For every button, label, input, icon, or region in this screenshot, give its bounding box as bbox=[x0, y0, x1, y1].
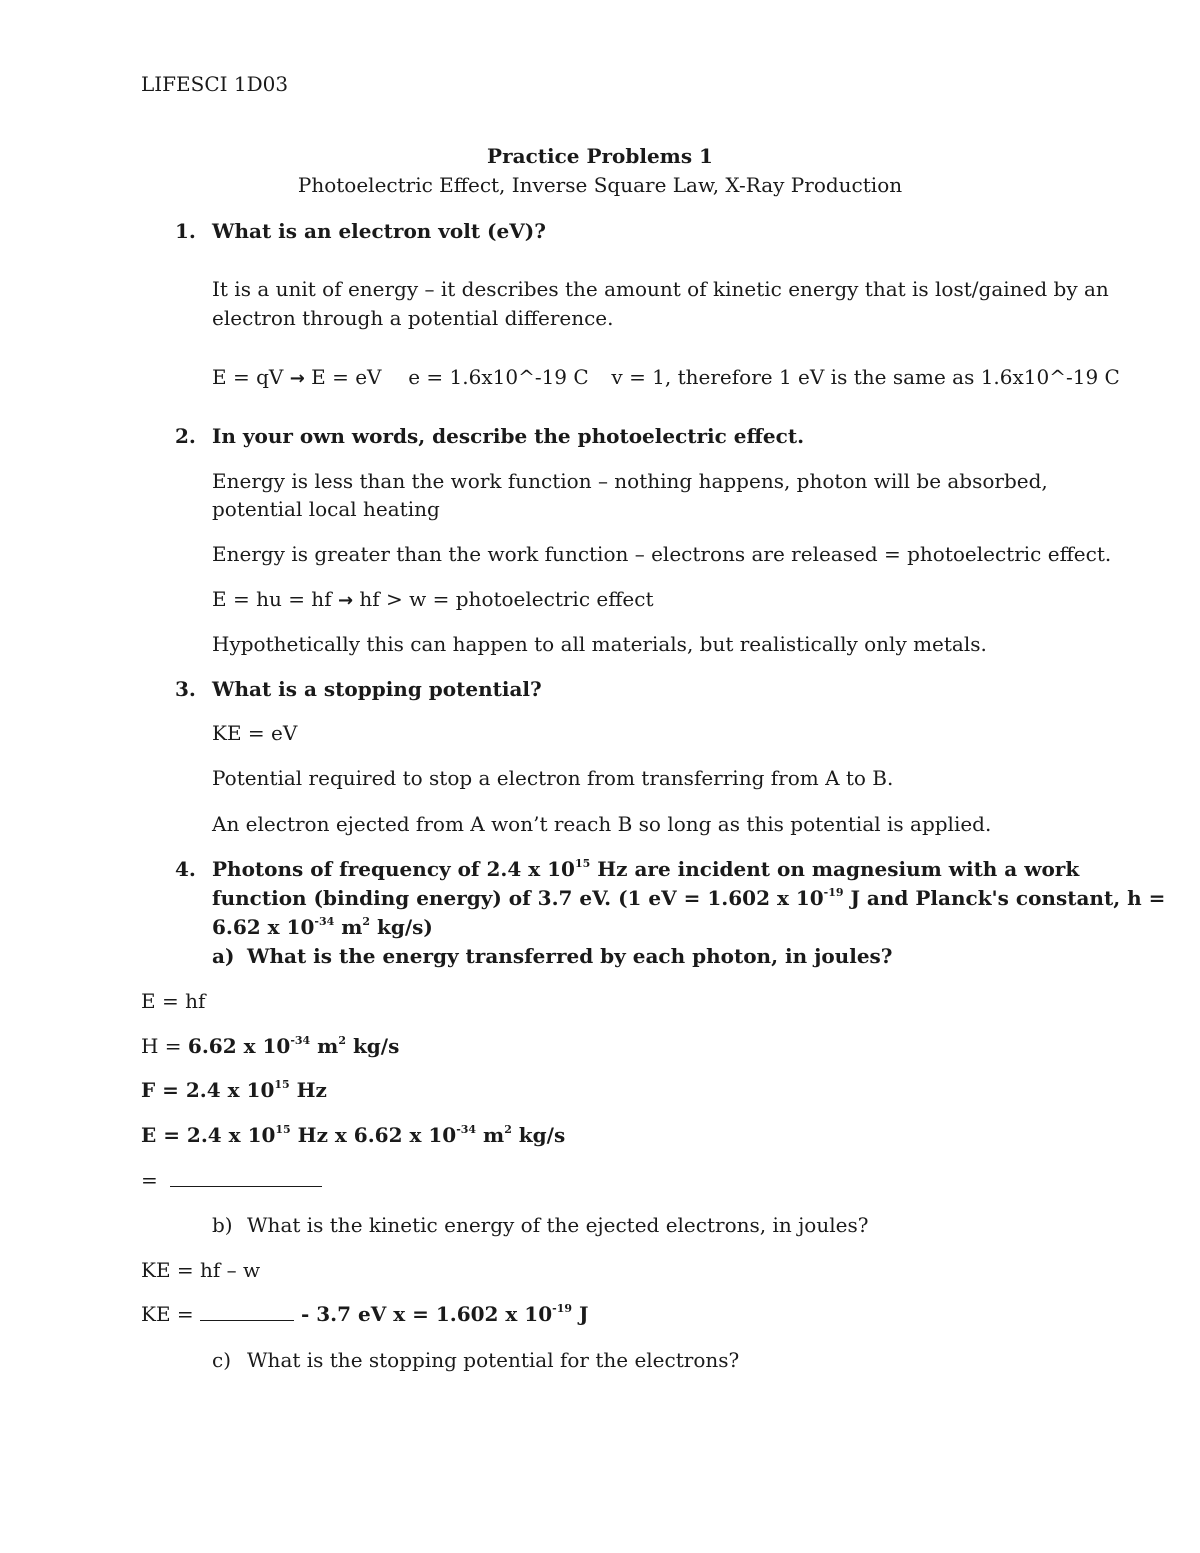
q1-eq-b: E = eV bbox=[311, 365, 382, 389]
q2-p3: Hypothetically this can happen to all materials, but realistically only metals. bbox=[212, 632, 987, 656]
q2-equation bbox=[212, 589, 654, 610]
q4b-question: What is the kinetic energy of the ejected electrons, in joules? bbox=[247, 1213, 869, 1237]
q3-p2: An electron ejected from A won’t reach B so long as this potential is applied. bbox=[212, 812, 992, 836]
q1-number: 1. bbox=[175, 219, 196, 243]
q4a-work-l5: = bbox=[141, 1170, 322, 1190]
q4b-work-l1: KE = hf – w bbox=[141, 1258, 261, 1282]
q4-line1: Photons of frequency of 2.4 x $10^{15}$ Hz are incident on magnesium with a work bbox=[212, 857, 1080, 881]
q3-number: 3. bbox=[175, 677, 196, 701]
q1-question: What is an electron volt (eV)? bbox=[212, 219, 546, 243]
q4b-label: b) bbox=[212, 1213, 233, 1237]
answer-blank bbox=[170, 1170, 322, 1187]
q2-number: 2. bbox=[175, 424, 196, 448]
answer-blank bbox=[200, 1304, 294, 1321]
q4a-work-l1: E = hf bbox=[141, 989, 206, 1013]
q4a-question: What is the energy transferred by each photon, in joules? bbox=[247, 944, 893, 968]
q4-number: 4. bbox=[175, 857, 196, 881]
q1-answer-line2: electron through a potential difference. bbox=[212, 306, 614, 330]
q1-equation bbox=[212, 367, 1120, 388]
q3-p1: Potential required to stop a electron from transferring from A to B. bbox=[212, 766, 894, 790]
q1-answer-line1: It is a unit of energy – it describes the amount of kinetic energy that is lost/gained by an bbox=[212, 277, 1109, 301]
q4a-work-l2: H = 6.62 x $10^{-34}$ $m^2$ kg/s bbox=[141, 1034, 400, 1058]
right-arrow-icon: → bbox=[289, 368, 305, 389]
q2-question: In your own words, describe the photoelectric effect. bbox=[212, 424, 805, 448]
q4a-work-l3: F = 2.4 x $10^{15}$ Hz bbox=[141, 1078, 327, 1102]
q4-line2: function (binding energy) of 3.7 eV. (1 eV = 1.602 x $10^{-19}$ J and Planck's constant, h = bbox=[212, 886, 1166, 910]
q4a-label: a) bbox=[212, 944, 235, 968]
q2-eq-a: E = hu = hf bbox=[212, 587, 332, 611]
q2-p2: Energy is greater than the work function – electrons are released = photoelectric effect. bbox=[212, 542, 1112, 566]
q1-eq-c: e = 1.6x10^-19 C bbox=[408, 365, 589, 389]
q3-question: What is a stopping potential? bbox=[212, 677, 542, 701]
q4a-work-l4: E = 2.4 x $10^{15}$ Hz x 6.62 x $10^{-34}$ $m^2$ kg/s bbox=[141, 1123, 566, 1147]
q2-p1-line1: Energy is less than the work function – nothing happens, photon will be absorbed, bbox=[212, 469, 1048, 493]
q4c-question: What is the stopping potential for the electrons? bbox=[247, 1348, 740, 1372]
page-subtitle: Photoelectric Effect, Inverse Square Law, X-Ray Production bbox=[297, 173, 903, 197]
page-title: Practice Problems 1 bbox=[487, 144, 713, 168]
q2-eq-b: hf > w = photoelectric effect bbox=[359, 587, 654, 611]
q3-equation: KE = eV bbox=[212, 721, 298, 745]
q4b-work-l2: KE = - 3.7 eV x = 1.602 x $10^{-19}$ J bbox=[141, 1302, 589, 1326]
right-arrow-icon: → bbox=[337, 590, 354, 611]
q2-p1-line2: potential local heating bbox=[212, 497, 440, 521]
q1-eq-d: v = 1, therefore 1 eV is the same as 1.6x10^-19 C bbox=[611, 365, 1120, 389]
course-code: LIFESCI 1D03 bbox=[141, 72, 289, 96]
q1-eq-a: E = qV bbox=[212, 365, 284, 389]
q4-line3: 6.62 x $10^{-34}$ $m^2$ kg/s) bbox=[212, 915, 433, 939]
q4c-label: c) bbox=[212, 1348, 232, 1372]
